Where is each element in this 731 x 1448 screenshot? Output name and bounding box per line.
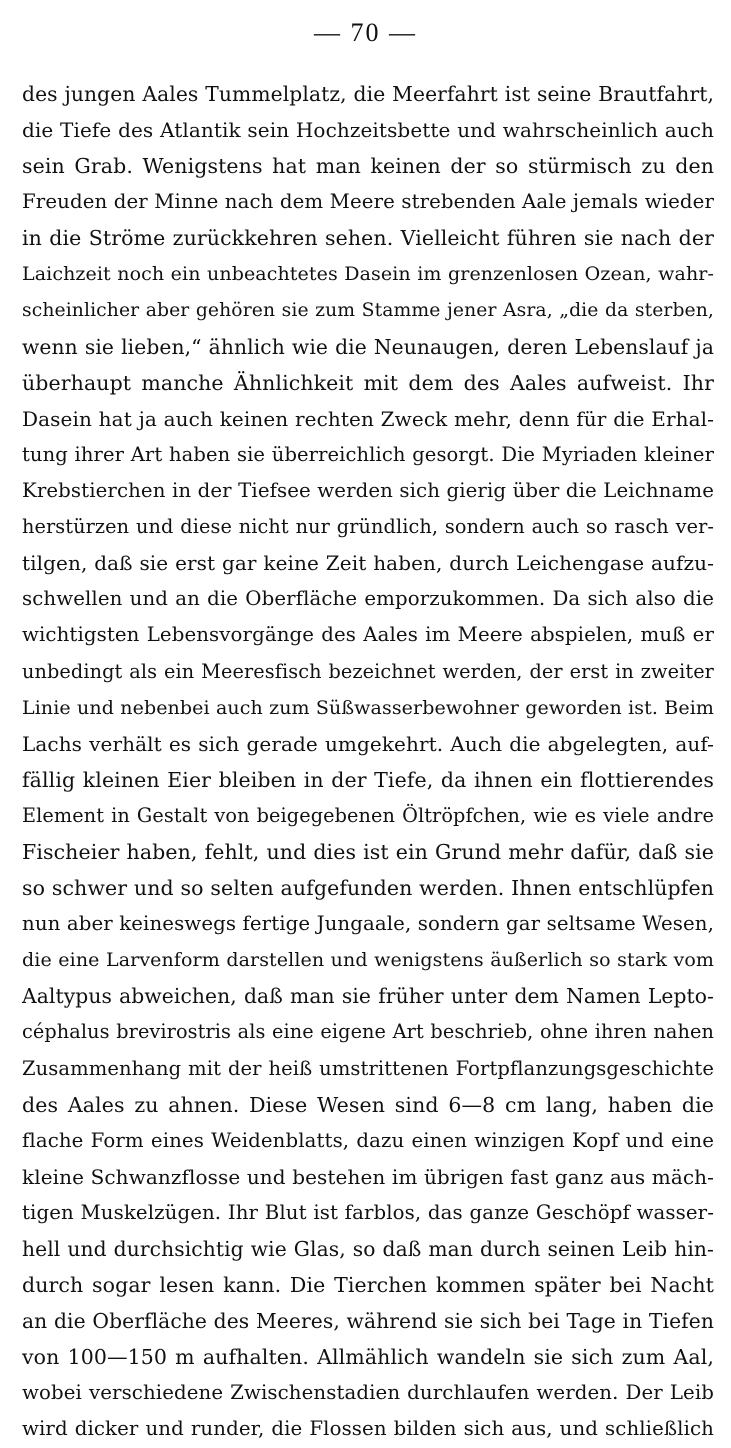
text-line: tilgen, daß sie erst gar keine Zeit haben, durch Leichengase aufzu- (22, 551, 714, 576)
body-text (22, 76, 714, 1448)
text-line: fällig kleinen Eier bleiben in der Tiefe, da ihnen ein flottierendes (22, 767, 714, 792)
text-line: wenn sie lieben,“ ähnlich wie die Neunaugen, deren Lebenslauf ja (22, 334, 714, 359)
text-line: die eine Larvenform darstellen und wenigstens äußerlich so stark vom (22, 949, 714, 972)
text-line: durch sogar lesen kann. Die Tierchen kommen später bei Nacht (22, 1273, 714, 1298)
text-line: unbedingt als ein Meeresfisch bezeichnet werden, der erst in zweiter (22, 659, 714, 683)
text-line: hell und durchsichtig wie Glas, so daß man durch seinen Leib hin- (22, 1237, 714, 1261)
text-line: wobei verschiedene Zwischenstadien durchlaufen werden. Der Leib (22, 1381, 714, 1405)
text-line: tigen Muskelzügen. Ihr Blut ist farblos, das ganze Geschöpf wasser- (22, 1200, 714, 1224)
text-line: an die Oberfläche des Meeres, während sie sich bei Tage in Tiefen (22, 1309, 714, 1334)
text-line: Lachs verhält es sich gerade umgekehrt. Auch die abgelegten, auf- (22, 731, 714, 756)
text-line: wird dicker und runder, die Flossen bilden sich aus, und schließlich (22, 1417, 714, 1441)
text-line: Laichzeit noch ein unbeachtetes Dasein im grenzenlosen Ozean, wahr- (22, 263, 714, 286)
text-line: des Aales zu ahnen. Diese Wesen sind 6—8 cm lang, haben die (22, 1092, 714, 1117)
page-number: — 70 — (314, 18, 417, 47)
text-line: Linie und nebenbei auch zum Süßwasserbewohner geworden ist. Beim (22, 696, 714, 719)
text-line: in die Ströme zurückkehren sehen. Vielleicht führen sie nach der (22, 226, 714, 251)
text-line: Aaltypus abweichen, daß man sie früher unter dem Namen Lepto- (22, 984, 714, 1009)
text-line: nun aber keineswegs fertige Jungaale, sondern gar seltsame Wesen, (22, 912, 714, 936)
text-line: des jungen Aales Tummelplatz, die Meerfahrt ist seine Brautfahrt, (22, 82, 714, 106)
text-line: Zusammenhang mit der heiß umstrittenen Fortpflanzungsgeschichte (22, 1056, 714, 1080)
text-line: tung ihrer Art haben sie überreichlich gesorgt. Die Myriaden kleiner (22, 442, 714, 466)
text-line: herstürzen und diese nicht nur gründlich, sondern auch so rasch ver- (22, 515, 714, 539)
text-line: Freuden der Minne nach dem Meere strebenden Aale jemals wieder (22, 190, 714, 214)
text-line: Fischeier haben, fehlt, und dies ist ein Grund mehr dafür, daß sie (22, 839, 714, 864)
text-line: kleine Schwanzflosse und bestehen im übrigen fast ganz aus mäch- (22, 1164, 714, 1189)
text-line: die Tiefe des Atlantik sein Hochzeitsbette und wahrscheinlich auch (22, 118, 714, 143)
text-line: so schwer und so selten aufgefunden werden. Ihnen entschlüpfen (22, 876, 714, 901)
text-line: scheinlicher aber gehören sie zum Stamme jener Asra, „die da sterben, (22, 299, 714, 321)
text-line: flache Form eines Weidenblatts, dazu einen winzigen Kopf und eine (22, 1128, 714, 1152)
text-line: wichtigsten Lebensvorgänge des Aales im Meere abspielen, muß er (22, 623, 714, 647)
text-line: Dasein hat ja auch keinen rechten Zweck mehr, denn für die Erhal- (22, 406, 714, 431)
text-line: sein Grab. Wenigstens hat man keinen der so stürmisch zu den (22, 154, 714, 179)
text-line: überhaupt manche Ähnlichkeit mit dem des Aales aufweist. Ihr (22, 370, 714, 395)
text-line: von 100—150 m aufhalten. Allmählich wandeln sie sich zum Aal, (22, 1345, 714, 1370)
text-line: Krebstierchen in der Tiefsee werden sich gierig über die Leichname (22, 479, 714, 503)
text-line: Element in Gestalt von beigegebenen Öltröpfchen, wie es viele andre (22, 803, 714, 827)
text-line: schwellen und an die Oberfläche emporzukommen. Da sich also die (22, 587, 714, 611)
text-line: céphalus brevirostris als eine eigene Art beschrieb, ohne ihren nahen (22, 1020, 714, 1044)
